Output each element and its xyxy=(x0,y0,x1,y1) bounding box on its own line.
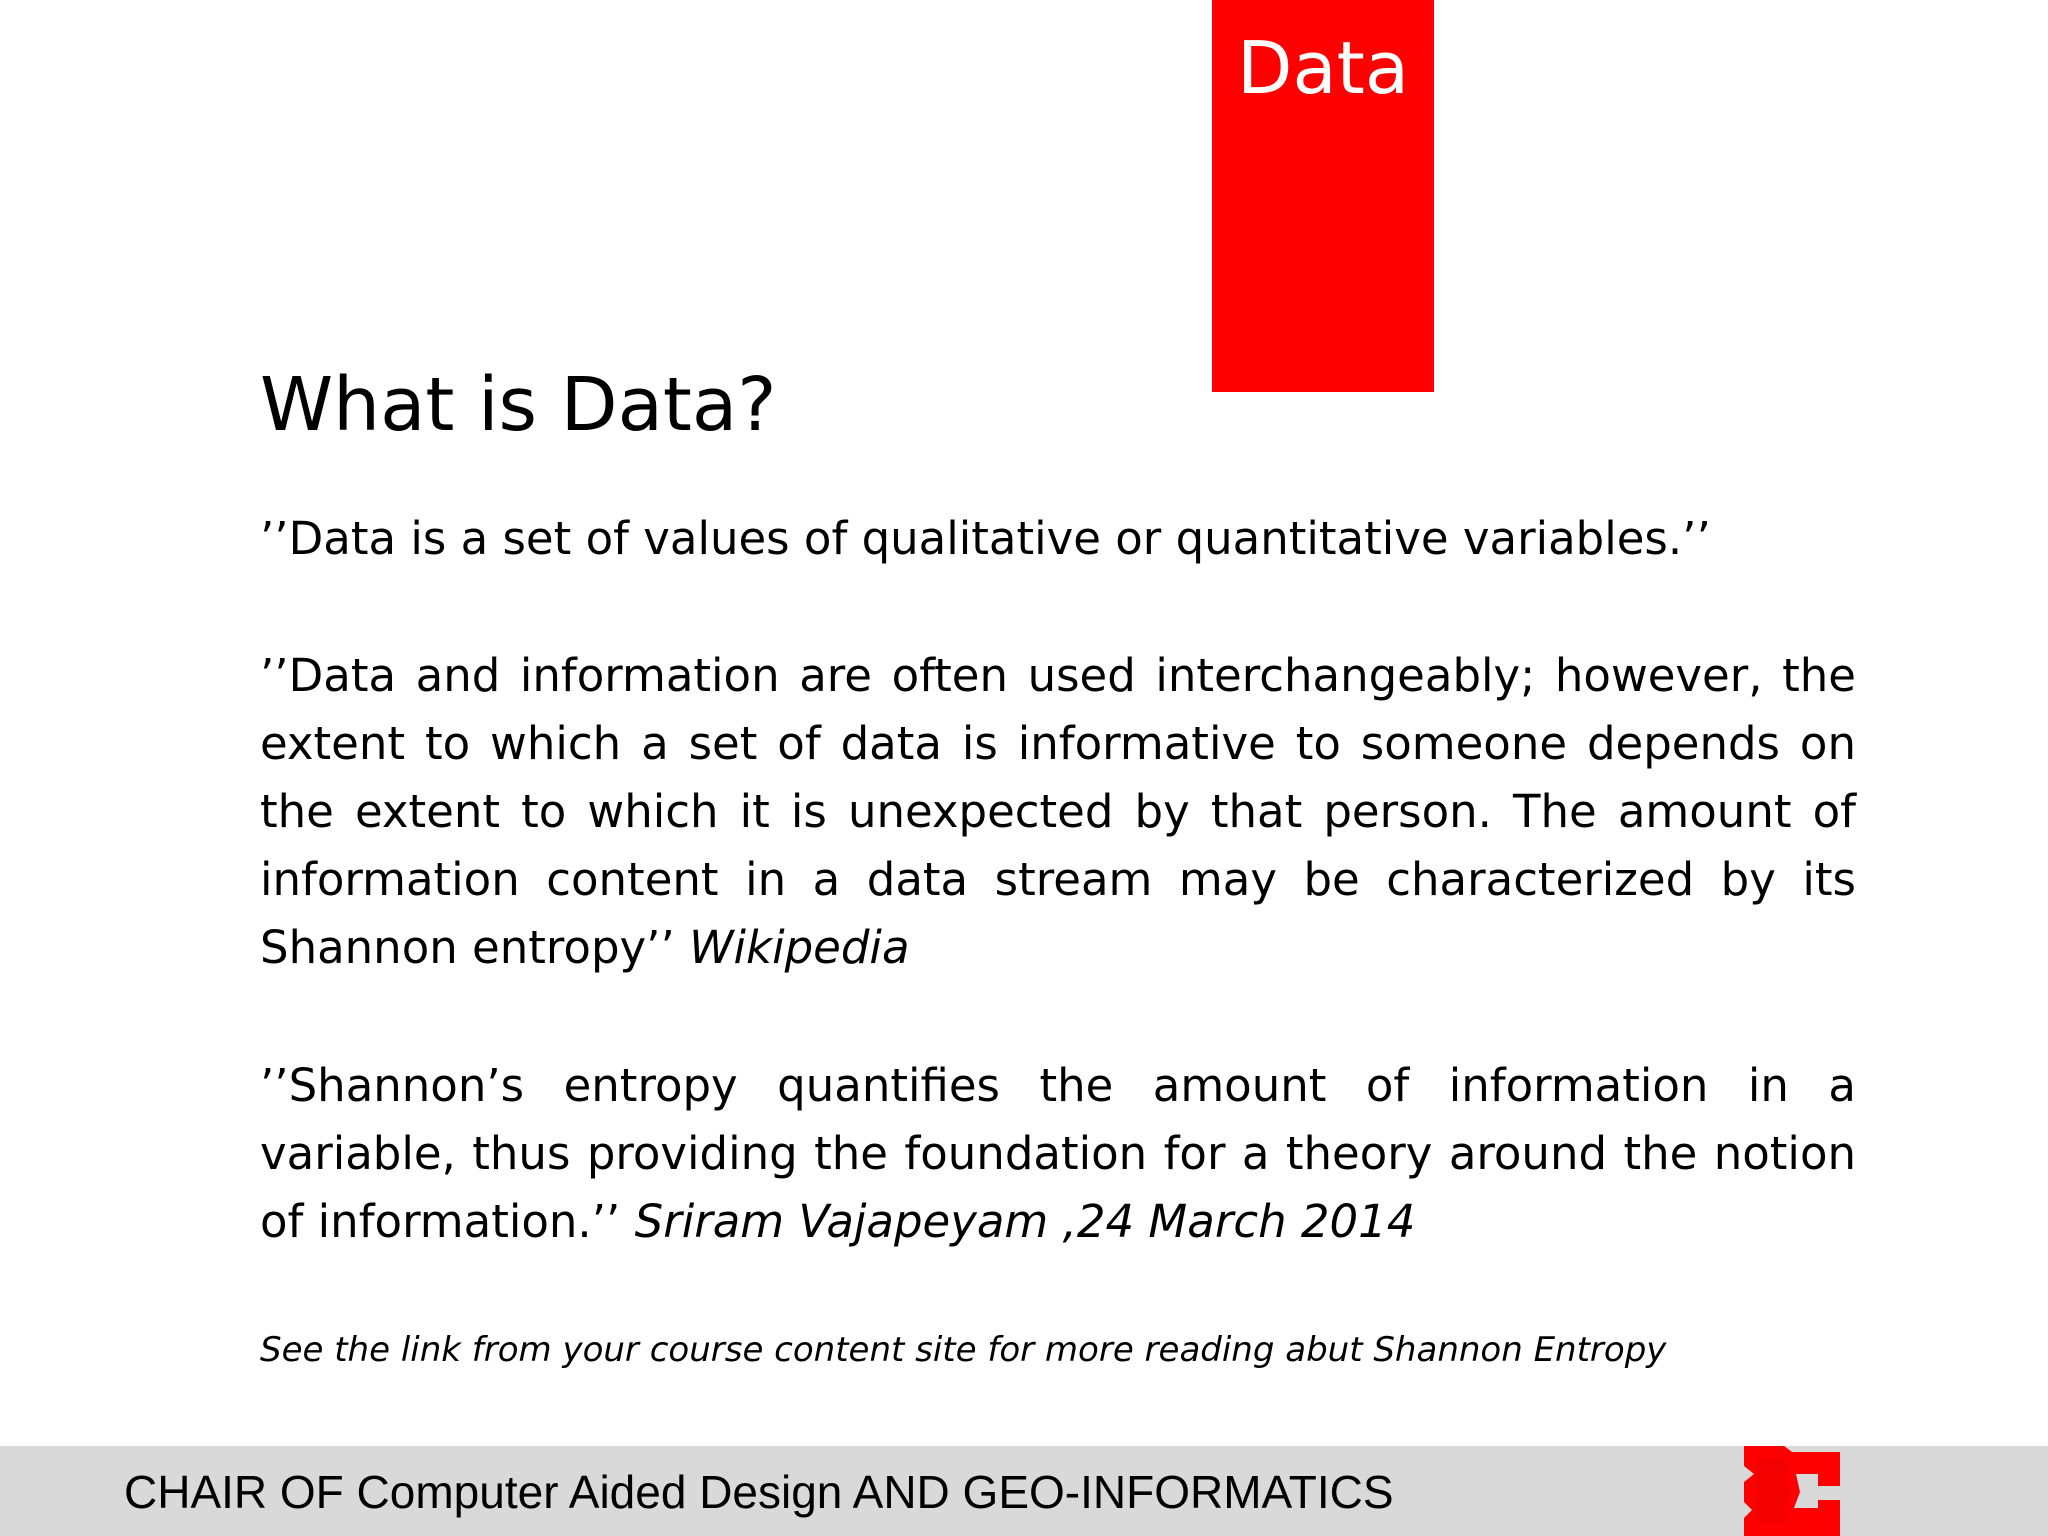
section-tab-label: Data xyxy=(1237,26,1409,110)
quote-text: ’’Data and information are often used interchangeably; however, the extent to which a set of data is informative to someone depends on the extent to which it is unexpected by that person. The amount of information content in a data stream may be characterized by its Shannon entropy’’ xyxy=(260,649,1856,974)
quote-attribution: Sriram Vajapeyam ,24 March 2014 xyxy=(634,1195,1416,1248)
section-tab xyxy=(1212,0,1434,392)
quote-definition xyxy=(260,505,1856,573)
quote-text: ’’Shannon’s entropy quantifies the amount of information in a variable, thus providing the foundation for a theory around the notion of information.’’ xyxy=(260,1059,1856,1248)
chair-logo-icon xyxy=(1744,1446,1840,1536)
footer-bar xyxy=(0,1446,2048,1536)
page-title: What is Data? xyxy=(260,362,777,448)
quote-wikipedia xyxy=(260,642,1856,982)
quote-shannon xyxy=(260,1052,1856,1256)
quote-text: ’’Data is a set of values of qualitative or quantitative variables.’’ xyxy=(260,512,1711,565)
footnote: See the link from your course content site for more reading abut Shannon Entropy xyxy=(260,1330,1667,1370)
quote-attribution: Wikipedia xyxy=(689,921,910,974)
footer-text: CHAIR OF Computer Aided Design AND GEO-INFORMATICS xyxy=(124,1466,1394,1518)
